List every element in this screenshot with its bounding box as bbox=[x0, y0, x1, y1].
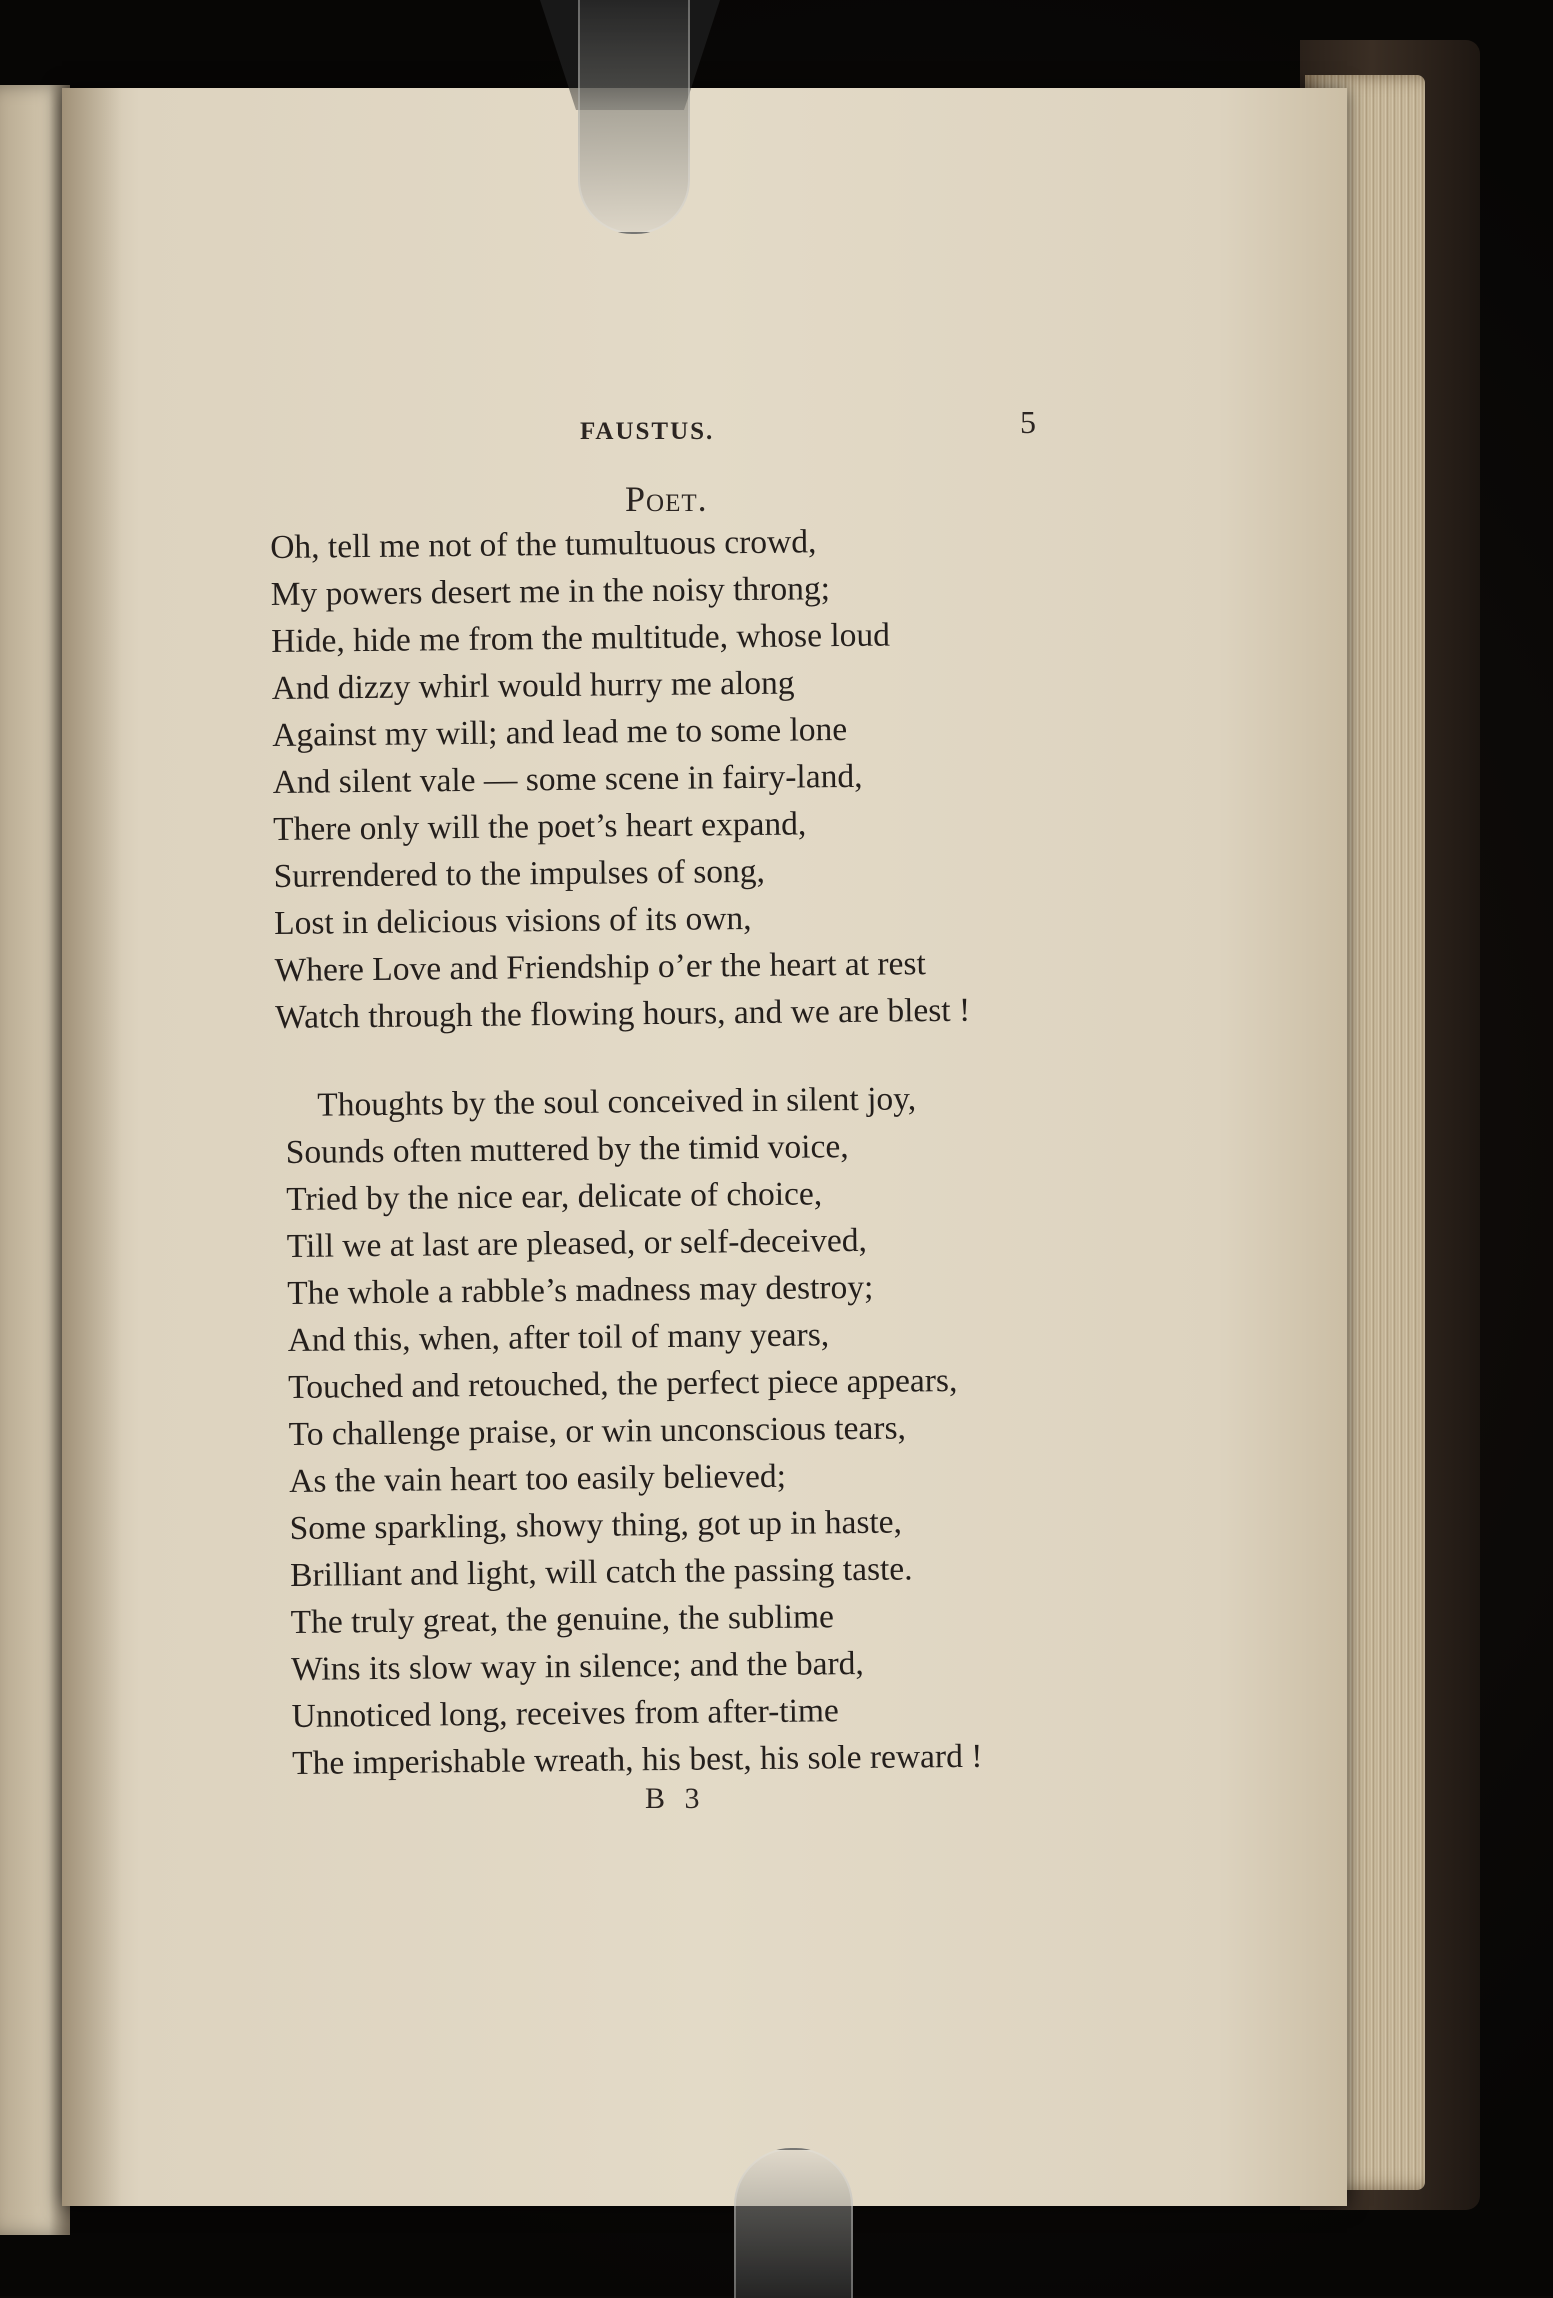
running-head: FAUSTUS. bbox=[580, 418, 715, 445]
verse-line: Against my will; and lead me to some lone bbox=[272, 710, 848, 754]
signature-mark: B 3 bbox=[645, 1782, 706, 1815]
page-number: 5 bbox=[1020, 404, 1036, 440]
stanza-2 bbox=[285, 1075, 983, 1787]
page-clip-bottom bbox=[734, 2148, 853, 2298]
verse-line: Surrendered to the impulses of song, bbox=[273, 852, 766, 895]
verse-line: Watch through the flowing hours, and we are blest ! bbox=[274, 991, 971, 1036]
verse-line: Touched and retouched, the perfect piece appears, bbox=[288, 1361, 958, 1406]
verse-line: Hide, hide me from the multitude, whose loud bbox=[271, 616, 891, 660]
verse-line: Sounds often muttered by the timid voice, bbox=[285, 1128, 849, 1171]
verse-line: Brilliant and light, will catch the passing taste. bbox=[289, 1550, 913, 1594]
verse-line: My powers desert me in the noisy throng; bbox=[270, 570, 831, 613]
verse-line: Till we at last are pleased, or self-deceived, bbox=[286, 1221, 868, 1265]
verse-line: Oh, tell me not of the tumultuous crowd, bbox=[270, 523, 817, 566]
verse-line: There only will the poet’s heart expand, bbox=[273, 805, 807, 848]
verse-line: And this, when, after toil of many years, bbox=[287, 1316, 830, 1359]
verse-line: Tried by the nice ear, delicate of choice, bbox=[286, 1175, 823, 1218]
facing-page-edge bbox=[0, 85, 70, 2235]
verse-line: And dizzy whirl would hurry me along bbox=[271, 664, 795, 707]
verse-line: To challenge praise, or win unconscious tears, bbox=[288, 1409, 907, 1453]
verse-line: Where Love and Friendship o’er the heart at rest bbox=[274, 945, 926, 989]
verse-line: And silent vale — some scene in fairy-land, bbox=[272, 757, 863, 801]
verse-line: Unnoticed long, receives from after-time bbox=[291, 1692, 840, 1735]
verse-line: Wins its slow way in silence; and the bard, bbox=[290, 1644, 865, 1688]
verse-line: Lost in delicious visions of its own, bbox=[273, 899, 752, 942]
verse-line: Thoughts by the soul conceived in silent joy, bbox=[317, 1080, 917, 1124]
verse-line: The whole a rabble’s madness may destroy; bbox=[287, 1268, 874, 1312]
verse-line: The truly great, the genuine, the sublime bbox=[290, 1598, 835, 1641]
speaker-heading: Poet. bbox=[625, 479, 708, 519]
verse-line: The imperishable wreath, his best, his sole reward ! bbox=[291, 1737, 983, 1782]
page-clip-top bbox=[578, 0, 690, 234]
stanza-1 bbox=[270, 517, 970, 1041]
verse-line: As the vain heart too easily believed; bbox=[288, 1457, 787, 1500]
verse-line: Some sparkling, showy thing, got up in haste, bbox=[289, 1503, 903, 1547]
